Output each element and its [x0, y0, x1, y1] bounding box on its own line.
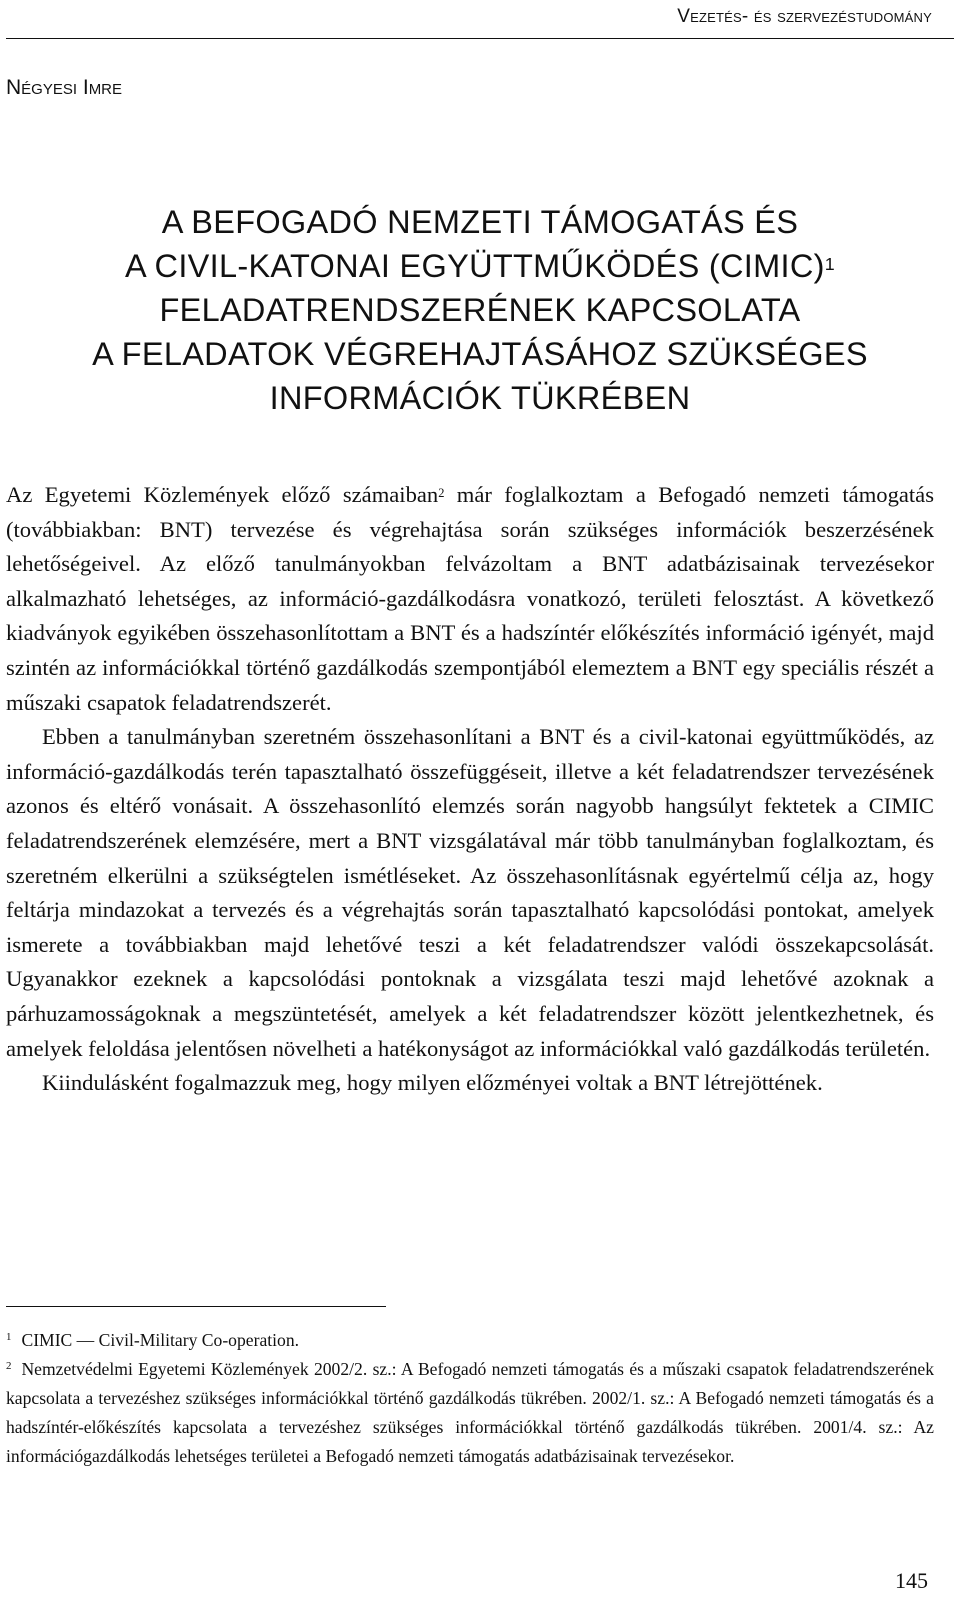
footnote-rule — [6, 1306, 386, 1307]
paragraph-1-start: Az Egyetemi Közlemények előző számaiban — [6, 482, 439, 507]
paragraph-3: Kiindulásként fogalmazzuk meg, hogy milyen előzményei voltak a BNT létrejöttének. — [42, 1070, 823, 1096]
article-body — [6, 478, 934, 1101]
footnotes — [6, 1326, 934, 1471]
paragraph-2: Ebben a tanulmányban szeretném összehasonlítani a BNT és a civil-katonai együttműködés, az információ-gazdálkodás terén tapasztalható összefüggéseit, illetve a két feladatrendszer tervezésének azonos és eltérő vonásait. A összehasonlító elemzés során nagyobb hangsúlyt fektetek a CIMIC feladatrendszerének elemzésére, mert a BNT vizsgálatával már több tanulmányban foglalkoztam, és szeretném elkerülni a szükségtelen ismétléseket. Az összehasonlításnak egyértelmű célja az, hogy feltárja mindazokat a tervezés és a végrehajtás során tapasztalható kapcsolódási pontokat, amelyek ismerete a továbbiakban majd lehetővé teszi a két feladatrendszer valódi összekapcsolását. Ugyanakkor ezeknek a kapcsolódási pontoknak a vizsgálata teszi majd lehetővé azoknak a párhuzamosságoknak a megszüntetését, amelyek a két feladatrendszer között jelentkezhetnek, és amelyek feloldása jelentősen növelheti a hatékonyságot az információkkal való gazdálkodás területén. — [6, 724, 934, 1061]
footnote-2 — [6, 1355, 934, 1471]
header-rule — [6, 38, 954, 39]
footnote-1 — [6, 1326, 934, 1355]
title-line-1: A BEFOGADÓ NEMZETI TÁMOGATÁS ÉS — [161, 204, 799, 240]
article-title — [20, 200, 940, 420]
title-line-2-text: A CIVIL-KATONAI EGYÜTTMŰKÖDÉS (CIMIC) — [125, 248, 825, 284]
page-number: 145 — [895, 1568, 928, 1593]
title-line-2 — [20, 244, 940, 288]
paragraph-1-rest: már foglalkoztam a Befogadó nemzeti támogatás (továbbiakban: BNT) tervezése és végrehajtása során szükséges információk beszerzésének lehetőségeivel. Az előző tanulmányokban felvázoltam a BNT adatbázisainak tervezésekor alkalmazható lehetséges, az információ-gazdálkodásra vonatkozó, területi felosztást. A következő kiadványok egyikében összehasonlítottam a BNT és a hadszíntér előkészítés információ igényét, majd szintén az információkkal történő gazdálkodás szempontjából elemeztem a BNT egy speciális részét a műszaki csapatok feladatrendszerét. — [6, 482, 935, 715]
paragraph-1 — [6, 478, 934, 720]
title-line-3: FELADATRENDSZERÉNEK KAPCSOLATA — [159, 292, 801, 328]
author-name: Négyesi Imre — [6, 76, 123, 99]
footnote-marker-2: 2 — [438, 486, 445, 500]
footnote-number: 1 — [6, 1331, 12, 1343]
title-footnote-marker: 1 — [824, 254, 835, 274]
footnote-text: Nemzetvédelmi Egyetemi Közlemények 2002/2. sz.: A Befogadó nemzeti támogatás és a műszaki csapatok feladatrendszerének kapcsolata a tervezéshez szükséges információkkal történő gazdálkodás tükrében. 2002/1. sz.: A Befogadó nemzeti támogatás és a hadszíntér-előkészítés kapcsolata a tervezéshez szükséges információkkal történő gazdálkodás tükrében. 2001/4. sz.: Az információgazdálkodás lehetséges területei a Befogadó nemzeti támogatás adatbázisainak tervezésekor. — [6, 1359, 934, 1466]
title-line-5: INFORMÁCIÓK TÜKRÉBEN — [269, 380, 691, 416]
title-line-4: A FELADATOK VÉGREHAJTÁSÁHOZ SZÜKSÉGES — [92, 336, 868, 372]
running-head: Vezetés- és szervezéstudomány — [677, 6, 932, 27]
footnote-text: CIMIC — Civil-Military Co-operation. — [21, 1330, 300, 1350]
footnote-number: 2 — [6, 1360, 12, 1372]
